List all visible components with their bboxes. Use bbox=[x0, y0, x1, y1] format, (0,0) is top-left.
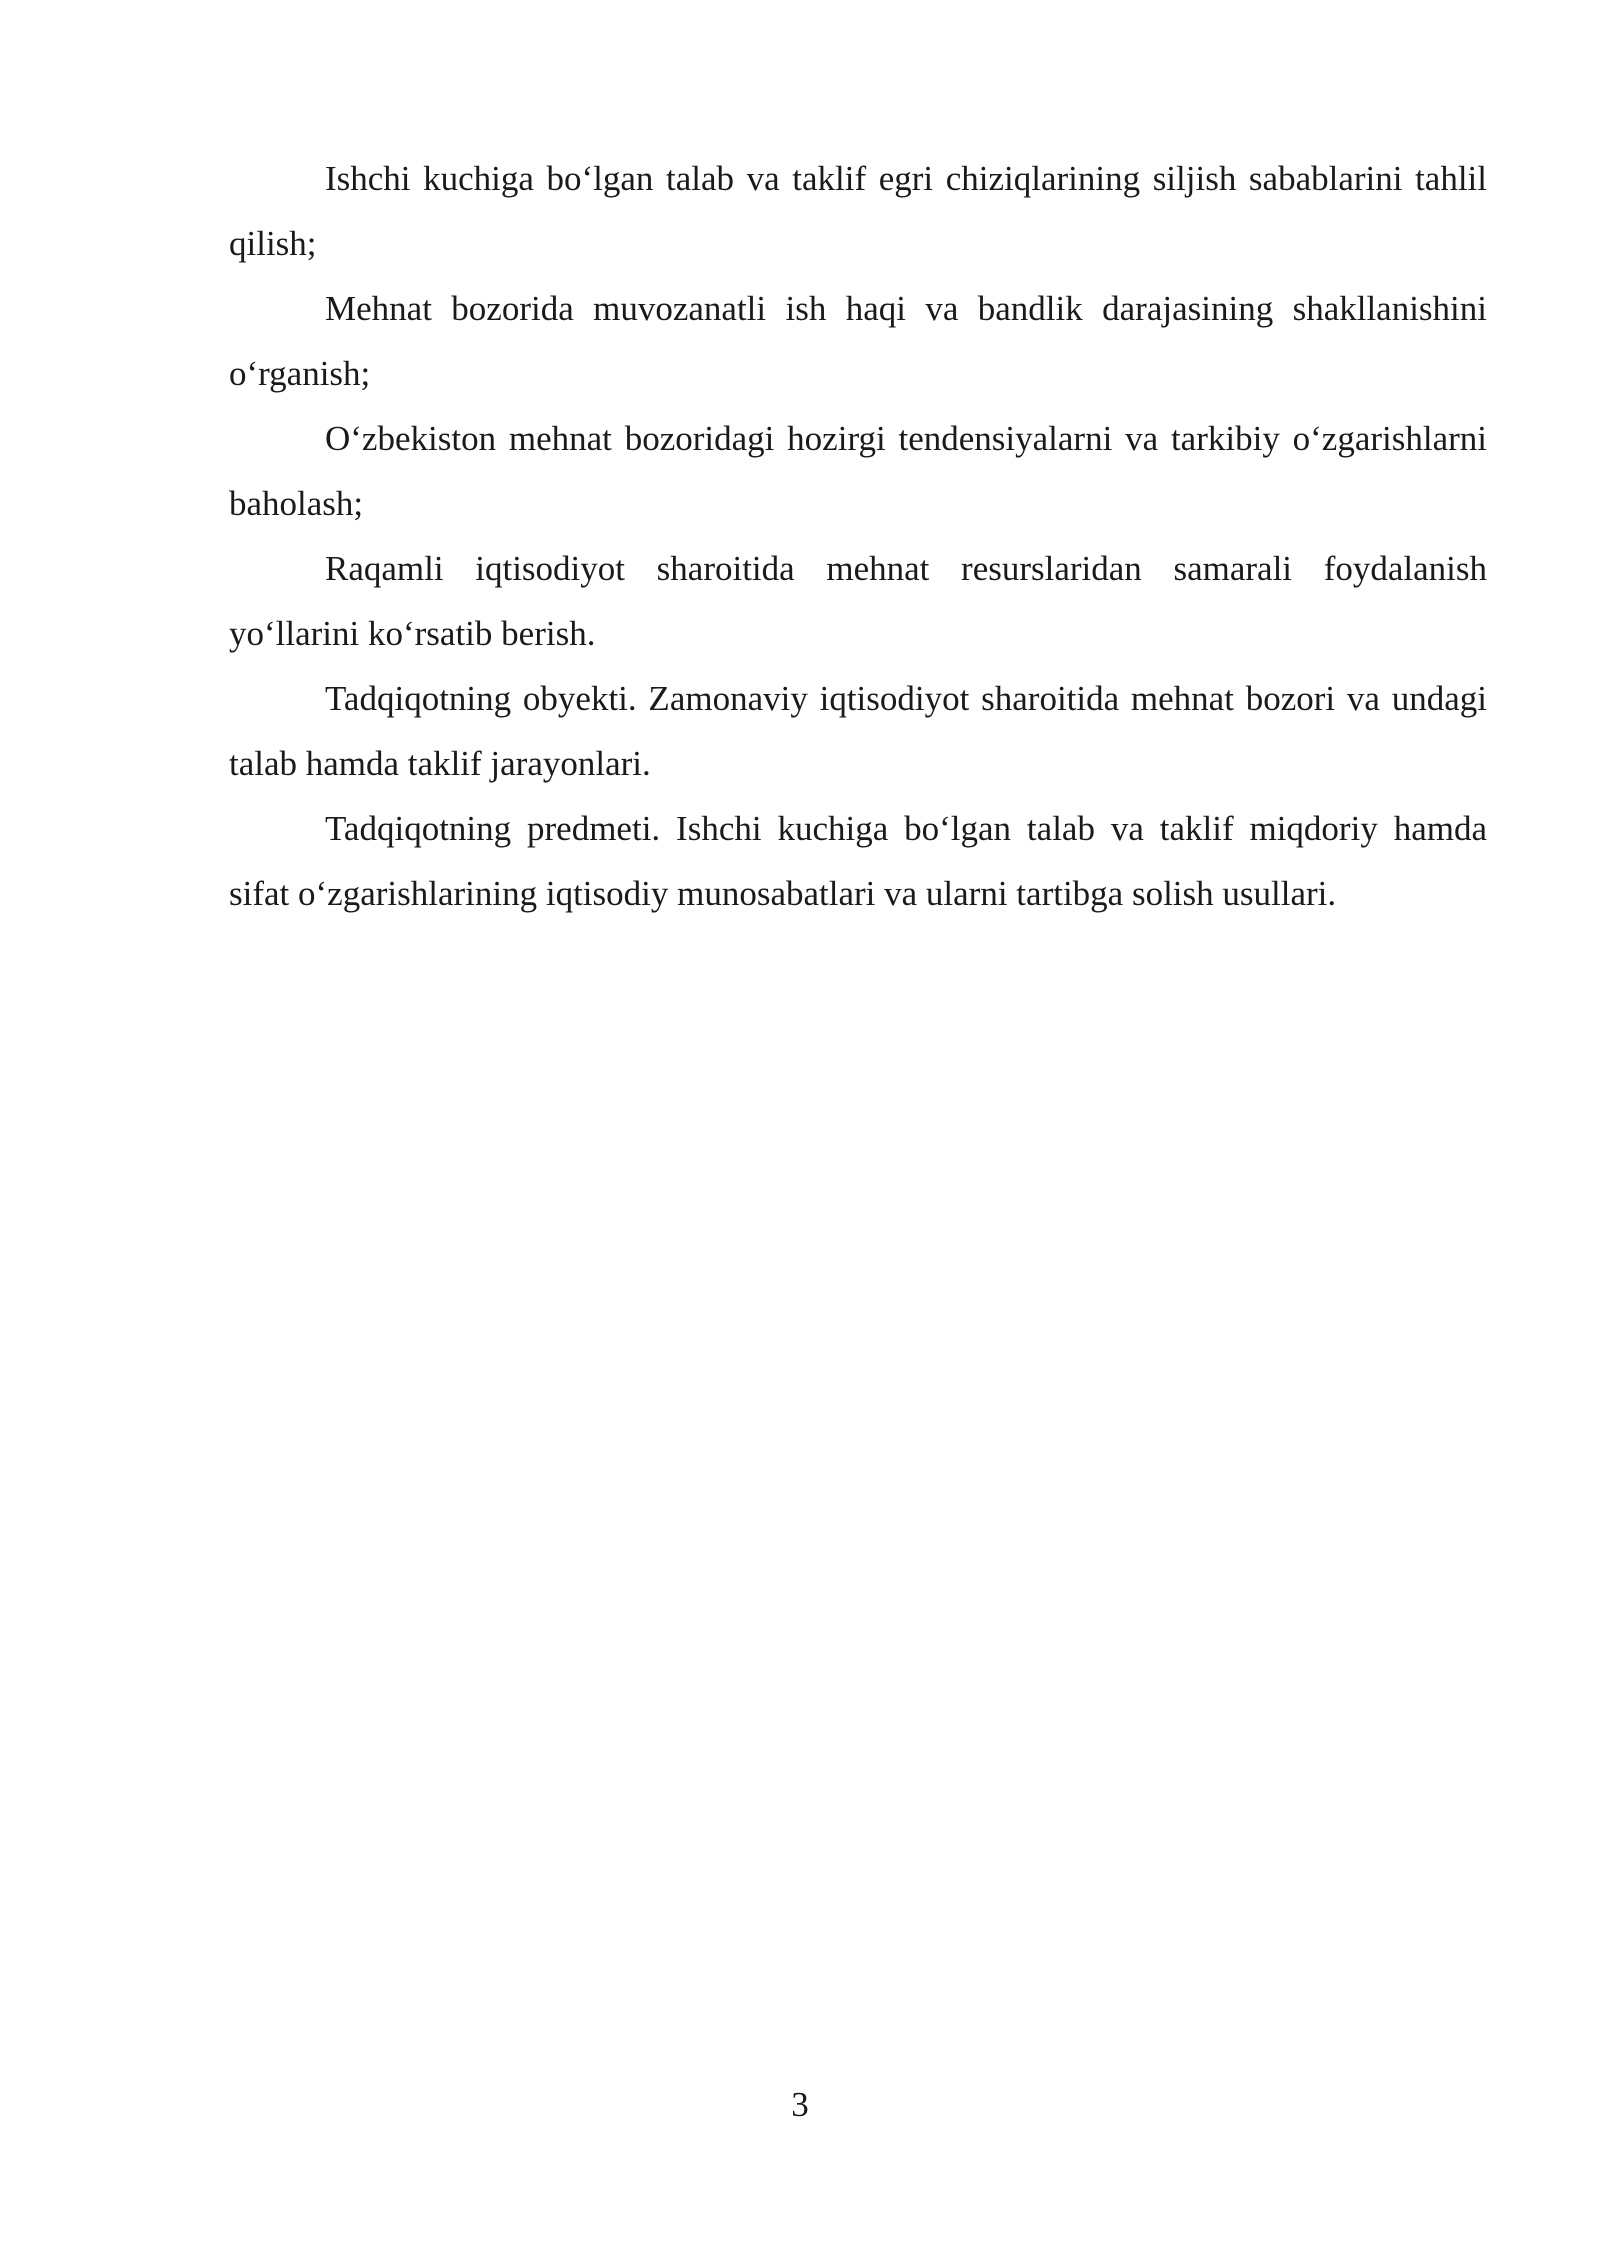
page-number: 3 bbox=[791, 2085, 809, 2124]
paragraph-research-object: Tadqiqotning obyekti. Zamonaviy iqtisodiyot sharoitida mehnat bozori va undagi talab hamda taklif jarayonlari. bbox=[229, 679, 1487, 783]
paragraph-research-subject: Tadqiqotning predmeti. Ishchi kuchiga bo‘lgan talab va taklif miqdoriy hamda sifat o‘zgarishlarining iqtisodiy munosabatlari va ularni tartibga solish usullari. bbox=[229, 809, 1487, 913]
paragraph-task-uzbekistan-trends: O‘zbekiston mehnat bozoridagi hozirgi tendensiyalarni va tarkibiy o‘zgarishlarni baholash; bbox=[229, 419, 1487, 523]
paragraph-task-digital-economy: Raqamli iqtisodiyot sharoitida mehnat resurslaridan samarali foydalanish yo‘llarini ko‘rsatib berish. bbox=[229, 549, 1487, 653]
paragraph-task-equilibrium: Mehnat bozorida muvozanatli ish haqi va bandlik darajasining shakllanishini o‘rganish; bbox=[229, 289, 1487, 393]
page-body bbox=[229, 146, 1487, 926]
paragraph-task-shift-causes: Ishchi kuchiga bo‘lgan talab va taklif egri chiziqlarining siljish sabablarini tahlil qilish; bbox=[229, 159, 1487, 263]
